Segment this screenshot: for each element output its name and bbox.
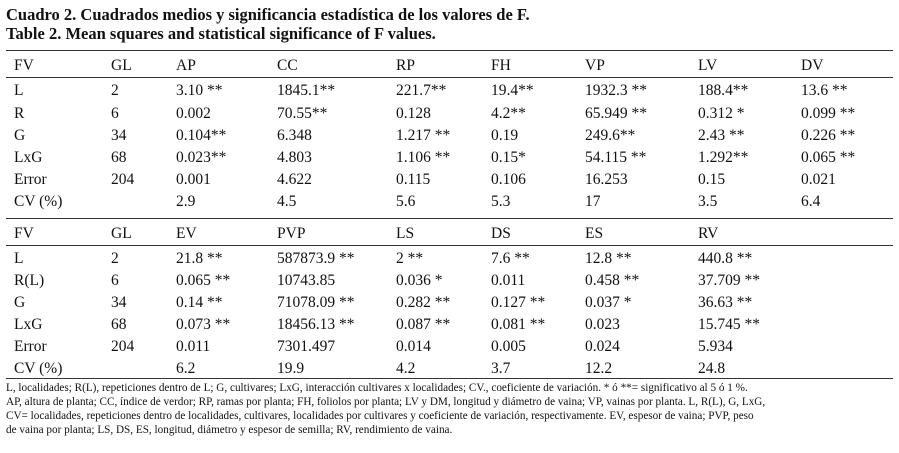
footnote-line: AP, altura de planta; CC, índice de verdor; RP, ramas por planta; FH, foliolos por planta; LV y DM, longitud y diámetro de vaina; VP, vainas por planta. L, R(L), G, LxG, [6,396,766,408]
table-cell: 0.312 * [698,105,745,122]
table-cell: 13.6 ** [801,82,848,99]
column-header: DS [491,225,511,242]
table-cell: 204 [111,171,135,188]
table-cell: 0.065 ** [176,272,231,289]
section-divider-rule [6,218,893,219]
table-cell: 68 [111,149,127,166]
table-cell: 3.7 [491,360,511,377]
table-cell: 4.622 [277,171,312,188]
table-cell: 5.6 [396,193,416,210]
column-header: ES [585,225,604,242]
table-cell: 19.4** [491,82,534,99]
table-cell: 1932.3 ** [585,82,647,99]
table-cell: 34 [111,127,127,144]
column-header: RP [396,57,415,74]
table-cell: 65.949 ** [585,105,647,122]
table-cell: 54.115 ** [585,149,647,166]
row-label: G [14,294,26,311]
table-cell: 19.9 [277,360,305,377]
table-cell: 21.8 ** [176,250,223,267]
table-cell: 4.5 [277,193,297,210]
table-cell: 7301.497 [277,338,336,355]
table-cell: 2 [111,250,119,267]
table-cell: 6.2 [176,360,196,377]
column-header: PVP [277,225,306,242]
table-cell: 587873.9 ** [277,250,355,267]
top-rule [6,50,893,51]
table-cell: 12.8 ** [585,250,632,267]
table-cell: 0.115 [396,171,431,188]
table-cell: 204 [111,338,135,355]
table-cell: 6.348 [277,127,312,144]
table-cell: 0.073 ** [176,316,231,333]
table-cell: 0.14 ** [176,294,223,311]
table-cell: 70.55** [277,105,328,122]
table-cell: 0.023** [176,149,227,166]
table-cell: 36.63 ** [698,294,753,311]
row-label: L [14,250,24,267]
row-label: LxG [14,316,43,333]
table-cell: 6.4 [801,193,821,210]
table-cell: 68 [111,316,127,333]
table-cell: 0.106 [491,171,526,188]
table-cell: 0.19 [491,127,519,144]
column-header: FV [14,57,34,74]
row-label: L [14,82,24,99]
table-cell: 7.6 ** [491,250,530,267]
table-cell: 1.106 ** [396,149,451,166]
table-cell: 0.15* [491,149,526,166]
row-label: R(L) [14,272,45,289]
table-cell: 0.036 * [396,272,443,289]
table-cell: 0.127 ** [491,294,546,311]
table-cell: 10743.85 [277,272,336,289]
column-header: VP [585,57,605,74]
header-rule-1 [6,77,893,78]
column-header: DV [801,57,824,74]
table-cell: 12.2 [585,360,613,377]
table-cell: 24.8 [698,360,726,377]
table-cell: 0.104** [176,127,227,144]
column-header: FV [14,225,34,242]
table-cell: 0.021 [801,171,836,188]
column-header: AP [176,57,196,74]
column-header: RV [698,225,719,242]
table-cell: 0.001 [176,171,211,188]
footnote-line: CV= localidades, repeticiones dentro de localidades, cultivares, localidades por cultivares y coeficiente de variación, respectivamente. EV, espesor de vaina; PVP, peso [6,410,754,422]
table-cell: 188.4** [698,82,749,99]
table-cell: 0.023 [585,316,620,333]
table-cell: 5.934 [698,338,733,355]
table-cell: 6 [111,272,119,289]
column-header: GL [111,57,132,74]
table-cell: 0.087 ** [396,316,451,333]
row-label: Error [14,338,47,355]
column-header: EV [176,225,197,242]
table-cell: 16.253 [585,171,628,188]
table-cell: 5.3 [491,193,511,210]
table-cell: 0.099 ** [801,105,856,122]
table-cell: 4.2 [396,360,416,377]
table-cell: 1.292** [698,149,749,166]
table-cell: 37.709 ** [698,272,760,289]
column-header: LV [698,57,718,74]
row-label: CV (%) [14,360,63,377]
table-cell: 6 [111,105,119,122]
column-header: GL [111,225,132,242]
table-cell: 0.081 ** [491,316,546,333]
table-cell: 3.5 [698,193,718,210]
table-cell: 0.15 [698,171,726,188]
footnote-line: de vaina por planta; LS, DS, ES, longitud, diámetro y espesor de semilla; RV, rendimiento de vaina. [6,424,453,436]
table-cell: 2.9 [176,193,196,210]
bottom-rule [6,378,893,379]
table-cell: 221.7** [396,82,447,99]
table-title-english: Table 2. Mean squares and statistical significance of F values. [6,24,436,43]
row-label: G [14,127,26,144]
table-cell: 2 [111,82,119,99]
table-cell: 18456.13 ** [277,316,355,333]
table-cell: 71078.09 ** [277,294,355,311]
table-cell: 0.458 ** [585,272,640,289]
table-cell: 0.011 [491,272,526,289]
column-header: FH [491,57,511,74]
row-label: LxG [14,149,43,166]
table-cell: 1.217 ** [396,127,451,144]
table-cell: 0.282 ** [396,294,451,311]
table-cell: 15.745 ** [698,316,760,333]
row-label: R [14,105,25,122]
table-cell: 0.128 [396,105,431,122]
table-cell: 1845.1** [277,82,336,99]
table-cell: 2.43 ** [698,127,745,144]
table-cell: 0.037 * [585,294,632,311]
table-cell: 2 ** [396,250,424,267]
row-label: CV (%) [14,193,63,210]
footnote-line: L, localidades; R(L), repeticiones dentro de L; G, cultivares; LxG, interacción cultivares x localidades; CV., coeficiente de variación. * ó **= significativo al 5 ó 1 %. [6,382,748,394]
table-cell: 17 [585,193,601,210]
column-header: CC [277,57,298,74]
table-cell: 3.10 ** [176,82,223,99]
table-cell: 0.226 ** [801,127,856,144]
table-cell: 440.8 ** [698,250,753,267]
table-cell: 4.803 [277,149,312,166]
table-cell: 0.024 [585,338,620,355]
table-cell: 0.065 ** [801,149,856,166]
table-cell: 0.005 [491,338,526,355]
table-cell: 0.011 [176,338,211,355]
column-header: LS [396,225,415,242]
table-cell: 4.2** [491,105,526,122]
header-rule-2 [6,245,893,246]
table-cell: 0.014 [396,338,431,355]
table-cell: 0.002 [176,105,211,122]
table-title-spanish: Cuadro 2. Cuadrados medios y significancia estadística de los valores de F. [6,5,530,24]
table-cell: 249.6** [585,127,636,144]
table-cell: 34 [111,294,127,311]
row-label: Error [14,171,47,188]
